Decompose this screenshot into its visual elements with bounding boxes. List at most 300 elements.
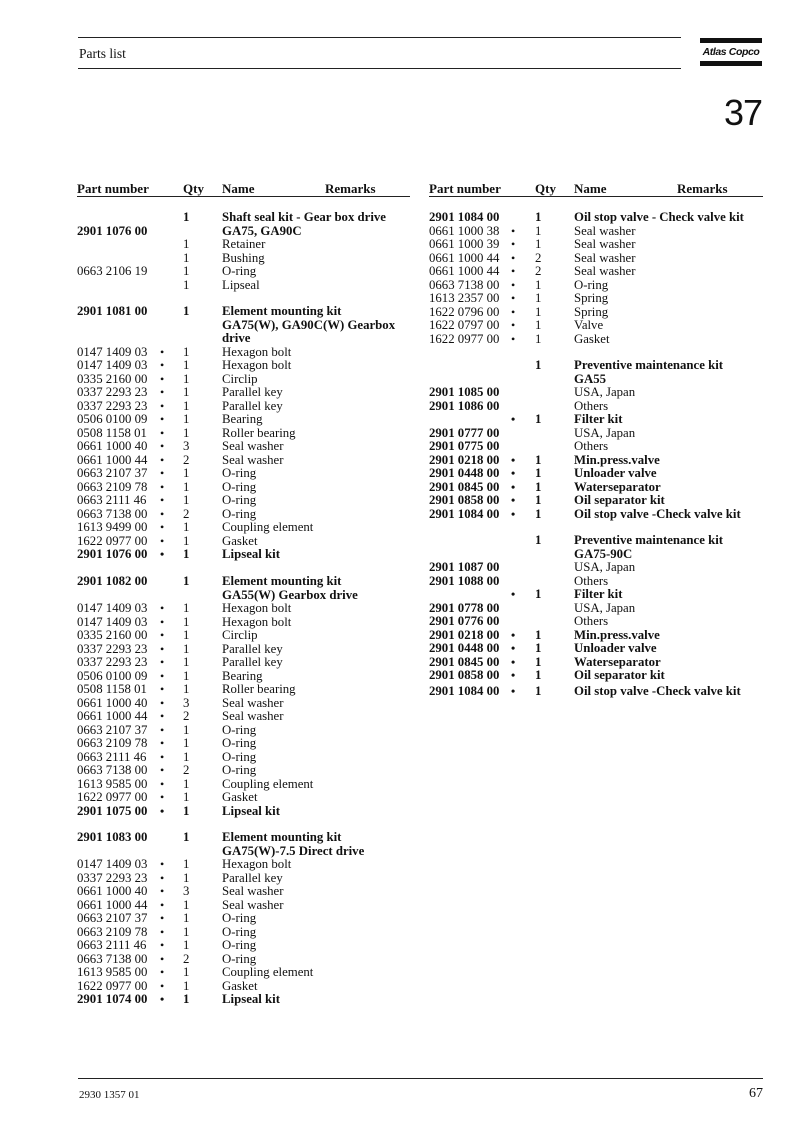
name-cell: Oil stop valve - Check valve kit bbox=[574, 210, 744, 224]
name-cell: GA55(W) Gearbox drive bbox=[222, 588, 358, 602]
part-number-cell: 2901 1086 00 bbox=[429, 399, 500, 413]
qty-cell: 1 bbox=[183, 857, 190, 871]
part-number-cell: 2901 1084 00 bbox=[429, 684, 500, 698]
bullet-icon: • bbox=[160, 358, 165, 372]
bullet-icon: • bbox=[511, 684, 516, 698]
part-number-cell: 0663 7138 00 bbox=[77, 763, 148, 777]
qty-cell: 1 bbox=[183, 642, 190, 656]
name-cell: O-ring bbox=[222, 736, 257, 750]
qty-cell: 1 bbox=[183, 372, 190, 386]
qty-cell: 1 bbox=[183, 804, 190, 818]
name-cell: O-ring bbox=[222, 750, 257, 764]
name-cell: Roller bearing bbox=[222, 426, 296, 440]
bullet-icon: • bbox=[160, 804, 165, 818]
name-cell: Lipseal kit bbox=[222, 547, 280, 561]
footer-rule bbox=[78, 1078, 763, 1079]
table-header bbox=[429, 180, 763, 197]
logo-text: Atlas Copco bbox=[702, 46, 760, 58]
name-cell: Others bbox=[574, 574, 609, 588]
qty-cell: 1 bbox=[183, 251, 190, 265]
name-cell: O-ring bbox=[222, 763, 257, 777]
bullet-icon: • bbox=[160, 642, 165, 656]
name-cell: Coupling element bbox=[222, 777, 314, 791]
bullet-icon: • bbox=[511, 507, 516, 521]
part-number-cell: 1622 0977 00 bbox=[429, 332, 500, 346]
part-number-cell: 0337 2293 23 bbox=[77, 642, 148, 656]
page-number: 67 bbox=[749, 1086, 763, 1101]
name-cell: Parallel key bbox=[222, 871, 283, 885]
qty-cell: 1 bbox=[535, 507, 542, 521]
bullet-icon: • bbox=[160, 965, 165, 979]
bullet-icon: • bbox=[511, 641, 516, 655]
name-cell: Lipseal bbox=[222, 278, 260, 292]
name-cell: Circlip bbox=[222, 372, 258, 386]
part-number-cell: 0663 2111 46 bbox=[77, 493, 147, 507]
part-number-cell: 2901 0448 00 bbox=[429, 466, 500, 480]
qty-cell: 1 bbox=[535, 291, 542, 305]
part-number-cell: 0663 2111 46 bbox=[77, 750, 147, 764]
bullet-icon: • bbox=[511, 318, 516, 332]
name-cell: Others bbox=[574, 614, 609, 628]
part-number-cell: 2901 0776 00 bbox=[429, 614, 500, 628]
name-cell: O-ring bbox=[222, 938, 257, 952]
name-cell: Parallel key bbox=[222, 399, 283, 413]
name-cell: Roller bearing bbox=[222, 682, 296, 696]
name-cell: Min.press.valve bbox=[574, 453, 660, 467]
qty-cell: 1 bbox=[183, 426, 190, 440]
header-part-number: Part number bbox=[77, 181, 149, 196]
part-number-cell: 1622 0977 00 bbox=[77, 534, 148, 548]
bullet-icon: • bbox=[511, 278, 516, 292]
name-cell: O-ring bbox=[222, 723, 257, 737]
qty-cell: 1 bbox=[535, 453, 542, 467]
name-cell: Min.press.valve bbox=[574, 628, 660, 642]
name-cell: Bearing bbox=[222, 412, 263, 426]
name-cell: O-ring bbox=[222, 264, 257, 278]
name-cell: Element mounting kit bbox=[222, 830, 342, 844]
part-number-cell: 0147 1409 03 bbox=[77, 615, 148, 629]
parts-table-right bbox=[429, 180, 763, 698]
qty-cell: 1 bbox=[183, 601, 190, 615]
qty-cell: 1 bbox=[183, 237, 190, 251]
bullet-icon: • bbox=[160, 453, 165, 467]
name-cell: Lipseal kit bbox=[222, 992, 280, 1006]
part-number-cell: 1613 9585 00 bbox=[77, 965, 148, 979]
name-cell: Coupling element bbox=[222, 965, 314, 979]
part-number-cell: 0147 1409 03 bbox=[77, 358, 148, 372]
qty-cell: 1 bbox=[535, 641, 542, 655]
part-number-cell: 0663 2106 19 bbox=[77, 264, 148, 278]
qty-cell: 1 bbox=[183, 534, 190, 548]
name-cell: Hexagon bolt bbox=[222, 601, 292, 615]
name-cell: Parallel key bbox=[222, 655, 283, 669]
name-cell: Seal washer bbox=[574, 237, 636, 251]
part-number-cell: 2901 1075 00 bbox=[77, 804, 148, 818]
name-cell: USA, Japan bbox=[574, 560, 636, 574]
qty-cell: 1 bbox=[535, 237, 542, 251]
qty-cell: 1 bbox=[535, 533, 542, 547]
name-cell: Spring bbox=[574, 305, 609, 319]
part-number-cell: 0661 1000 40 bbox=[77, 884, 148, 898]
name-cell: drive bbox=[222, 331, 251, 345]
name-cell: Unloader valve bbox=[574, 641, 657, 655]
atlas-copco-logo bbox=[700, 38, 762, 66]
qty-cell: 1 bbox=[183, 682, 190, 696]
part-number-cell: 0663 2107 37 bbox=[77, 466, 148, 480]
qty-cell: 2 bbox=[183, 507, 190, 521]
bullet-icon: • bbox=[160, 480, 165, 494]
name-cell: Valve bbox=[574, 318, 604, 332]
header-name: Name bbox=[574, 181, 607, 196]
logo-bar-bottom bbox=[700, 61, 762, 66]
header-qty: Qty bbox=[183, 181, 204, 196]
name-cell: USA, Japan bbox=[574, 385, 636, 399]
qty-cell: 1 bbox=[183, 480, 190, 494]
qty-cell: 1 bbox=[183, 736, 190, 750]
bullet-icon: • bbox=[160, 763, 165, 777]
bullet-icon: • bbox=[160, 466, 165, 480]
part-number-cell: 2901 1084 00 bbox=[429, 210, 500, 224]
part-number-cell: 2901 1084 00 bbox=[429, 507, 500, 521]
bullet-icon: • bbox=[160, 372, 165, 386]
bullet-icon: • bbox=[160, 898, 165, 912]
part-number-cell: 1613 9499 00 bbox=[77, 520, 148, 534]
bullet-icon: • bbox=[511, 628, 516, 642]
name-cell: Seal washer bbox=[222, 696, 284, 710]
qty-cell: 1 bbox=[535, 412, 542, 426]
qty-cell: 1 bbox=[183, 210, 190, 224]
bullet-icon: • bbox=[160, 723, 165, 737]
bullet-icon: • bbox=[511, 264, 516, 278]
qty-cell: 1 bbox=[183, 723, 190, 737]
qty-cell: 1 bbox=[535, 480, 542, 494]
qty-cell: 1 bbox=[535, 210, 542, 224]
name-cell: Seal washer bbox=[574, 224, 636, 238]
bullet-icon: • bbox=[160, 884, 165, 898]
qty-cell: 1 bbox=[535, 684, 542, 698]
name-cell: Hexagon bolt bbox=[222, 358, 292, 372]
qty-cell: 1 bbox=[183, 520, 190, 534]
qty-cell: 1 bbox=[183, 750, 190, 764]
bullet-icon: • bbox=[160, 777, 165, 791]
part-number-cell: 2901 0858 00 bbox=[429, 668, 500, 682]
name-cell: GA75-90C bbox=[574, 547, 633, 561]
name-cell: Shaft seal kit - Gear box drive bbox=[222, 210, 386, 224]
part-number-cell: 2901 0778 00 bbox=[429, 601, 500, 615]
name-cell: Waterseparator bbox=[574, 655, 661, 669]
qty-cell: 2 bbox=[535, 251, 542, 265]
name-cell: Bushing bbox=[222, 251, 265, 265]
part-number-cell: 0661 1000 44 bbox=[77, 898, 148, 912]
bullet-icon: • bbox=[160, 736, 165, 750]
name-cell: O-ring bbox=[222, 911, 257, 925]
header-part-number: Part number bbox=[429, 181, 501, 196]
bullet-icon: • bbox=[160, 669, 165, 683]
name-cell: GA75(W), GA90C(W) Gearbox bbox=[222, 318, 396, 332]
qty-cell: 1 bbox=[535, 224, 542, 238]
part-number-cell: 0508 1158 01 bbox=[77, 426, 147, 440]
part-number-cell: 2901 0218 00 bbox=[429, 453, 500, 467]
header-remarks: Remarks bbox=[325, 181, 376, 196]
bullet-icon: • bbox=[160, 911, 165, 925]
part-number-cell: 0337 2293 23 bbox=[77, 655, 148, 669]
part-number-cell: 0337 2293 23 bbox=[77, 871, 148, 885]
qty-cell: 1 bbox=[183, 871, 190, 885]
qty-cell: 1 bbox=[183, 669, 190, 683]
part-number-cell: 0661 1000 44 bbox=[429, 251, 500, 265]
part-number-cell: 0147 1409 03 bbox=[77, 857, 148, 871]
name-cell: Oil stop valve -Check valve kit bbox=[574, 684, 741, 698]
bullet-icon: • bbox=[160, 412, 165, 426]
name-cell: Unloader valve bbox=[574, 466, 657, 480]
bullet-icon: • bbox=[160, 696, 165, 710]
bullet-icon: • bbox=[511, 493, 516, 507]
bullet-icon: • bbox=[160, 399, 165, 413]
bullet-icon: • bbox=[160, 520, 165, 534]
qty-cell: 1 bbox=[183, 345, 190, 359]
qty-cell: 3 bbox=[183, 439, 190, 453]
part-number-cell: 1622 0977 00 bbox=[77, 790, 148, 804]
part-number-cell: 0663 2107 37 bbox=[77, 723, 148, 737]
bullet-icon: • bbox=[160, 507, 165, 521]
bullet-icon: • bbox=[160, 534, 165, 548]
bullet-icon: • bbox=[511, 291, 516, 305]
part-number-cell: 2901 0775 00 bbox=[429, 439, 500, 453]
name-cell: Waterseparator bbox=[574, 480, 661, 494]
part-number-cell: 0335 2160 00 bbox=[77, 372, 148, 386]
bullet-icon: • bbox=[160, 655, 165, 669]
qty-cell: 1 bbox=[183, 830, 190, 844]
part-number-cell: 2901 1074 00 bbox=[77, 992, 148, 1006]
name-cell: Filter kit bbox=[574, 587, 623, 601]
bullet-icon: • bbox=[160, 992, 165, 1006]
name-cell: Gasket bbox=[222, 979, 258, 993]
name-cell: Others bbox=[574, 439, 609, 453]
bullet-icon: • bbox=[160, 952, 165, 966]
name-cell: Seal washer bbox=[222, 439, 284, 453]
part-number-cell: 0661 1000 44 bbox=[429, 264, 500, 278]
name-cell: Seal washer bbox=[222, 884, 284, 898]
name-cell: Oil separator kit bbox=[574, 668, 665, 682]
bullet-icon: • bbox=[511, 480, 516, 494]
name-cell: Hexagon bolt bbox=[222, 345, 292, 359]
name-cell: O-ring bbox=[222, 952, 257, 966]
part-number-cell: 2901 0777 00 bbox=[429, 426, 500, 440]
qty-cell: 1 bbox=[183, 911, 190, 925]
bullet-icon: • bbox=[511, 332, 516, 346]
part-number-cell: 0663 7138 00 bbox=[77, 952, 148, 966]
bullet-icon: • bbox=[511, 224, 516, 238]
qty-cell: 2 bbox=[183, 763, 190, 777]
name-cell: Hexagon bolt bbox=[222, 857, 292, 871]
part-number-cell: 2901 0845 00 bbox=[429, 655, 500, 669]
qty-cell: 1 bbox=[183, 358, 190, 372]
qty-cell: 1 bbox=[183, 979, 190, 993]
bullet-icon: • bbox=[160, 439, 165, 453]
part-number-cell: 2901 1083 00 bbox=[77, 830, 148, 844]
name-cell: USA, Japan bbox=[574, 426, 636, 440]
part-number-cell: 0663 2109 78 bbox=[77, 480, 148, 494]
part-number-cell: 0508 1158 01 bbox=[77, 682, 147, 696]
name-cell: Parallel key bbox=[222, 385, 283, 399]
name-cell: O-ring bbox=[222, 507, 257, 521]
name-cell: Coupling element bbox=[222, 520, 314, 534]
name-cell: Gasket bbox=[222, 534, 258, 548]
part-number-cell: 0661 1000 40 bbox=[77, 439, 148, 453]
bullet-icon: • bbox=[511, 466, 516, 480]
name-cell: GA75, GA90C bbox=[222, 224, 302, 238]
name-cell: Lipseal kit bbox=[222, 804, 280, 818]
part-number-cell: 0506 0100 09 bbox=[77, 669, 148, 683]
chapter-number: 37 bbox=[723, 92, 762, 133]
bullet-icon: • bbox=[511, 453, 516, 467]
name-cell: GA75(W)-7.5 Direct drive bbox=[222, 844, 365, 858]
name-cell: Oil separator kit bbox=[574, 493, 665, 507]
name-cell: Gasket bbox=[222, 790, 258, 804]
qty-cell: 2 bbox=[183, 952, 190, 966]
part-number-cell: 0663 2111 46 bbox=[77, 938, 147, 952]
bullet-icon: • bbox=[511, 587, 516, 601]
part-number-cell: 0337 2293 23 bbox=[77, 399, 148, 413]
part-number-cell: 2901 0845 00 bbox=[429, 480, 500, 494]
part-number-cell: 1622 0796 00 bbox=[429, 305, 500, 319]
name-cell: Seal washer bbox=[222, 453, 284, 467]
qty-cell: 1 bbox=[535, 493, 542, 507]
part-number-cell: 0661 1000 44 bbox=[77, 709, 148, 723]
part-number-cell: 0663 2109 78 bbox=[77, 925, 148, 939]
qty-cell: 1 bbox=[183, 992, 190, 1006]
name-cell: Circlip bbox=[222, 628, 258, 642]
qty-cell: 1 bbox=[535, 628, 542, 642]
header-remarks: Remarks bbox=[677, 181, 728, 196]
name-cell: Oil stop valve -Check valve kit bbox=[574, 507, 741, 521]
name-cell: Filter kit bbox=[574, 412, 623, 426]
qty-cell: 1 bbox=[535, 305, 542, 319]
bullet-icon: • bbox=[160, 628, 165, 642]
part-number-cell: 2901 1081 00 bbox=[77, 304, 148, 318]
part-number-cell: 2901 0218 00 bbox=[429, 628, 500, 642]
part-number-cell: 2901 1082 00 bbox=[77, 574, 148, 588]
bullet-icon: • bbox=[160, 493, 165, 507]
qty-cell: 2 bbox=[183, 453, 190, 467]
part-number-cell: 0663 2107 37 bbox=[77, 911, 148, 925]
bullet-icon: • bbox=[160, 345, 165, 359]
bullet-icon: • bbox=[160, 682, 165, 696]
qty-cell: 1 bbox=[183, 777, 190, 791]
part-number-cell: 2901 1087 00 bbox=[429, 560, 500, 574]
part-number-cell: 0506 0100 09 bbox=[77, 412, 148, 426]
qty-cell: 3 bbox=[183, 696, 190, 710]
name-cell: Gasket bbox=[574, 332, 610, 346]
name-cell: Others bbox=[574, 399, 609, 413]
qty-cell: 1 bbox=[183, 655, 190, 669]
qty-cell: 1 bbox=[535, 655, 542, 669]
name-cell: Seal washer bbox=[222, 709, 284, 723]
name-cell: O-ring bbox=[222, 466, 257, 480]
part-number-cell: 0147 1409 03 bbox=[77, 601, 148, 615]
part-number-cell: 2901 1085 00 bbox=[429, 385, 500, 399]
bullet-icon: • bbox=[511, 251, 516, 265]
qty-cell: 1 bbox=[535, 278, 542, 292]
bullet-icon: • bbox=[511, 237, 516, 251]
part-number-cell: 1613 9585 00 bbox=[77, 777, 148, 791]
qty-cell: 1 bbox=[183, 385, 190, 399]
qty-cell: 1 bbox=[535, 318, 542, 332]
qty-cell: 2 bbox=[535, 264, 542, 278]
qty-cell: 1 bbox=[535, 587, 542, 601]
name-cell: Spring bbox=[574, 291, 609, 305]
header-name: Name bbox=[222, 181, 255, 196]
bullet-icon: • bbox=[160, 385, 165, 399]
bullet-icon: • bbox=[160, 709, 165, 723]
qty-cell: 1 bbox=[183, 898, 190, 912]
name-cell: O-ring bbox=[222, 493, 257, 507]
qty-cell: 1 bbox=[535, 466, 542, 480]
qty-cell: 1 bbox=[183, 399, 190, 413]
bullet-icon: • bbox=[511, 668, 516, 682]
document-number: 2930 1357 01 bbox=[79, 1089, 140, 1101]
name-cell: Retainer bbox=[222, 237, 266, 251]
name-cell: Seal washer bbox=[574, 264, 636, 278]
qty-cell: 1 bbox=[535, 332, 542, 346]
part-number-cell: 0661 1000 44 bbox=[77, 453, 148, 467]
part-number-cell: 0663 2109 78 bbox=[77, 736, 148, 750]
bullet-icon: • bbox=[160, 615, 165, 629]
qty-cell: 1 bbox=[183, 412, 190, 426]
part-number-cell: 1622 0977 00 bbox=[77, 979, 148, 993]
part-number-cell: 0661 1000 39 bbox=[429, 237, 500, 251]
name-cell: Bearing bbox=[222, 669, 263, 683]
qty-cell: 1 bbox=[183, 628, 190, 642]
qty-cell: 1 bbox=[535, 358, 542, 372]
qty-cell: 1 bbox=[183, 938, 190, 952]
qty-cell: 1 bbox=[183, 925, 190, 939]
bullet-icon: • bbox=[160, 979, 165, 993]
page-title: Parts list bbox=[79, 46, 126, 61]
bullet-icon: • bbox=[160, 790, 165, 804]
qty-cell: 1 bbox=[183, 790, 190, 804]
part-number-cell: 0335 2160 00 bbox=[77, 628, 148, 642]
qty-cell: 1 bbox=[183, 304, 190, 318]
name-cell: Preventive maintenance kit bbox=[574, 533, 724, 547]
qty-cell: 1 bbox=[183, 965, 190, 979]
name-cell: Seal washer bbox=[574, 251, 636, 265]
name-cell: Element mounting kit bbox=[222, 574, 342, 588]
bullet-icon: • bbox=[511, 412, 516, 426]
part-number-cell: 2901 1076 00 bbox=[77, 547, 148, 561]
qty-cell: 1 bbox=[183, 574, 190, 588]
name-cell: Preventive maintenance kit bbox=[574, 358, 724, 372]
bullet-icon: • bbox=[511, 655, 516, 669]
bullet-icon: • bbox=[160, 750, 165, 764]
part-number-cell: 2901 0448 00 bbox=[429, 641, 500, 655]
part-number-cell: 1622 0797 00 bbox=[429, 318, 500, 332]
bullet-icon: • bbox=[160, 547, 165, 561]
qty-cell: 1 bbox=[183, 547, 190, 561]
table-header bbox=[77, 180, 410, 197]
qty-cell: 1 bbox=[535, 668, 542, 682]
part-number-cell: 0337 2293 23 bbox=[77, 385, 148, 399]
qty-cell: 1 bbox=[183, 466, 190, 480]
bullet-icon: • bbox=[160, 601, 165, 615]
part-number-cell: 0147 1409 03 bbox=[77, 345, 148, 359]
bullet-icon: • bbox=[160, 857, 165, 871]
bullet-icon: • bbox=[160, 426, 165, 440]
name-cell: USA, Japan bbox=[574, 601, 636, 615]
name-cell: O-ring bbox=[222, 480, 257, 494]
parts-table-left bbox=[77, 180, 410, 1006]
header-qty: Qty bbox=[535, 181, 556, 196]
